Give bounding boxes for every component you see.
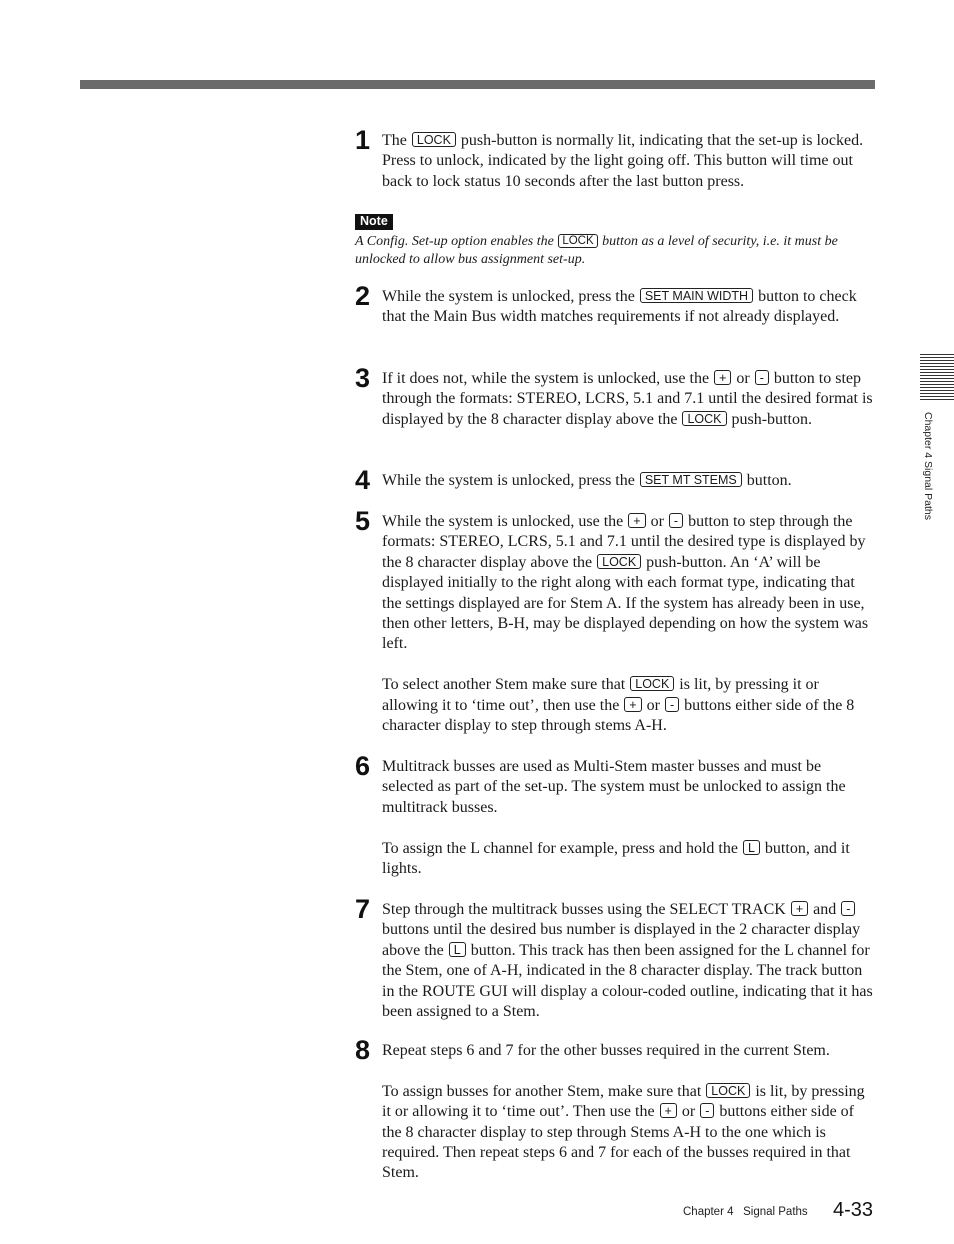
paragraph: To assign busses for another Stem, make sure that LOCK is lit, by pressing it or allowing it to ‘time out’. Then use the + or - buttons either side of the 8 character display to step through Stems A-H to the one which is required. Then repeat steps 6 and 7 for each of the busses required in that Stem.	[382, 1082, 865, 1182]
plus-key-label: +	[628, 513, 645, 528]
paragraph: Repeat steps 6 and 7 for the other busses required in the current Stem.	[382, 1042, 830, 1059]
plus-key-label: +	[714, 370, 731, 385]
minus-key-label: -	[669, 513, 683, 528]
step-number: 6	[355, 751, 371, 781]
minus-key-label: -	[665, 697, 679, 712]
step-number: 4	[355, 465, 371, 495]
step-number: 5	[355, 506, 371, 536]
lock-key-label: LOCK	[630, 676, 674, 691]
paragraph: To select another Stem make sure that LOCK is lit, by pressing it or allowing it to ‘time out’, then use the + or - buttons either side of the 8 character display to step through stems A-H.	[382, 676, 855, 735]
note-text: A Config. Set-up option enables the LOCK button as a level of security, i.e. it must be unlocked to allow bus assignment set-up.	[355, 234, 838, 268]
lock-key-label: LOCK	[706, 1083, 750, 1098]
step-number: 8	[355, 1035, 371, 1065]
note-block	[355, 212, 875, 269]
step-1	[355, 125, 875, 192]
step-5	[355, 506, 875, 736]
step-3	[355, 363, 875, 430]
set-main-width-key-label: SET MAIN WIDTH	[640, 288, 753, 303]
step-7	[355, 894, 875, 1022]
step-2	[355, 281, 875, 328]
plus-key-label: +	[624, 697, 641, 712]
step-number: 7	[355, 894, 371, 924]
step-text	[382, 1041, 875, 1184]
step-text: The LOCK push-button is normally lit, indicating that the set-up is locked. Press to unlock, indicated by the light going off. This button will time out back to lock status 10 seconds after the last button press.	[382, 132, 864, 190]
step-6	[355, 751, 875, 879]
plus-key-label: +	[660, 1103, 677, 1118]
step-8	[355, 1035, 875, 1184]
step-text: While the system is unlocked, press the SET MAIN WIDTH button to check that the Main Bus width matches requirements if not already displayed.	[382, 288, 857, 326]
lock-key-label: LOCK	[597, 554, 641, 569]
set-mt-stems-key-label: SET MT STEMS	[640, 472, 742, 487]
step-text	[382, 757, 875, 879]
step-number: 3	[355, 363, 371, 393]
l-key-label: L	[743, 840, 760, 855]
step-text: If it does not, while the system is unlocked, use the + or - button to step through the formats: STEREO, LCRS, 5.1 and 7.1 until the desired format is displayed by the 8 character display above the LOCK push-button.	[382, 370, 873, 428]
paragraph: To assign the L channel for example, press and hold the L button, and it lights.	[382, 839, 850, 878]
side-chapter-label: Chapter 4 Signal Paths	[922, 412, 934, 520]
l-key-label: L	[449, 942, 466, 957]
lock-key-label: LOCK	[682, 411, 726, 426]
top-rule	[80, 80, 875, 89]
plus-key-label: +	[791, 901, 808, 916]
step-number: 2	[355, 281, 371, 311]
lock-key-label: LOCK	[558, 234, 597, 248]
paragraph: Multitrack busses are used as Multi-Stem master busses and must be selected as part of the set-up. The system must be unlocked to assign the multitrack busses.	[382, 758, 846, 816]
minus-key-label: -	[700, 1103, 714, 1118]
minus-key-label: -	[841, 901, 855, 916]
page-number: 4-33	[833, 1199, 874, 1221]
chapter-tab-marker	[920, 354, 954, 401]
minus-key-label: -	[755, 370, 769, 385]
paragraph: While the system is unlocked, use the + or - button to step through the formats: STEREO, LCRS, 5.1 and 7.1 until the desired type is displayed by the 8 character display above the LOCK push-button. An ‘A’ will be displayed initially to the right along with each format type, indicating that the settings displayed are for Stem A. If the system has already been in use, then other letters, B-H, may be displayed depending on how the system was left.	[382, 513, 869, 653]
note-label: Note	[355, 214, 393, 230]
step-text: While the system is unlocked, press the SET MT STEMS button.	[382, 472, 792, 489]
footer-chapter-title: Chapter 4 Signal Paths	[683, 1206, 808, 1218]
lock-key-label: LOCK	[412, 132, 456, 147]
step-text	[382, 512, 875, 736]
step-number: 1	[355, 125, 371, 155]
step-4	[355, 465, 875, 495]
step-text: Step through the multitrack busses using the SELECT TRACK + and - buttons until the desired bus number is displayed in the 2 character display above the L button. This track has then been assigned for the L channel for the Stem, one of A-H, indicated in the 8 character display. The track button in the ROUTE GUI will display a colour-coded outline, indicating that it has been assigned to a Stem.	[382, 901, 873, 1021]
